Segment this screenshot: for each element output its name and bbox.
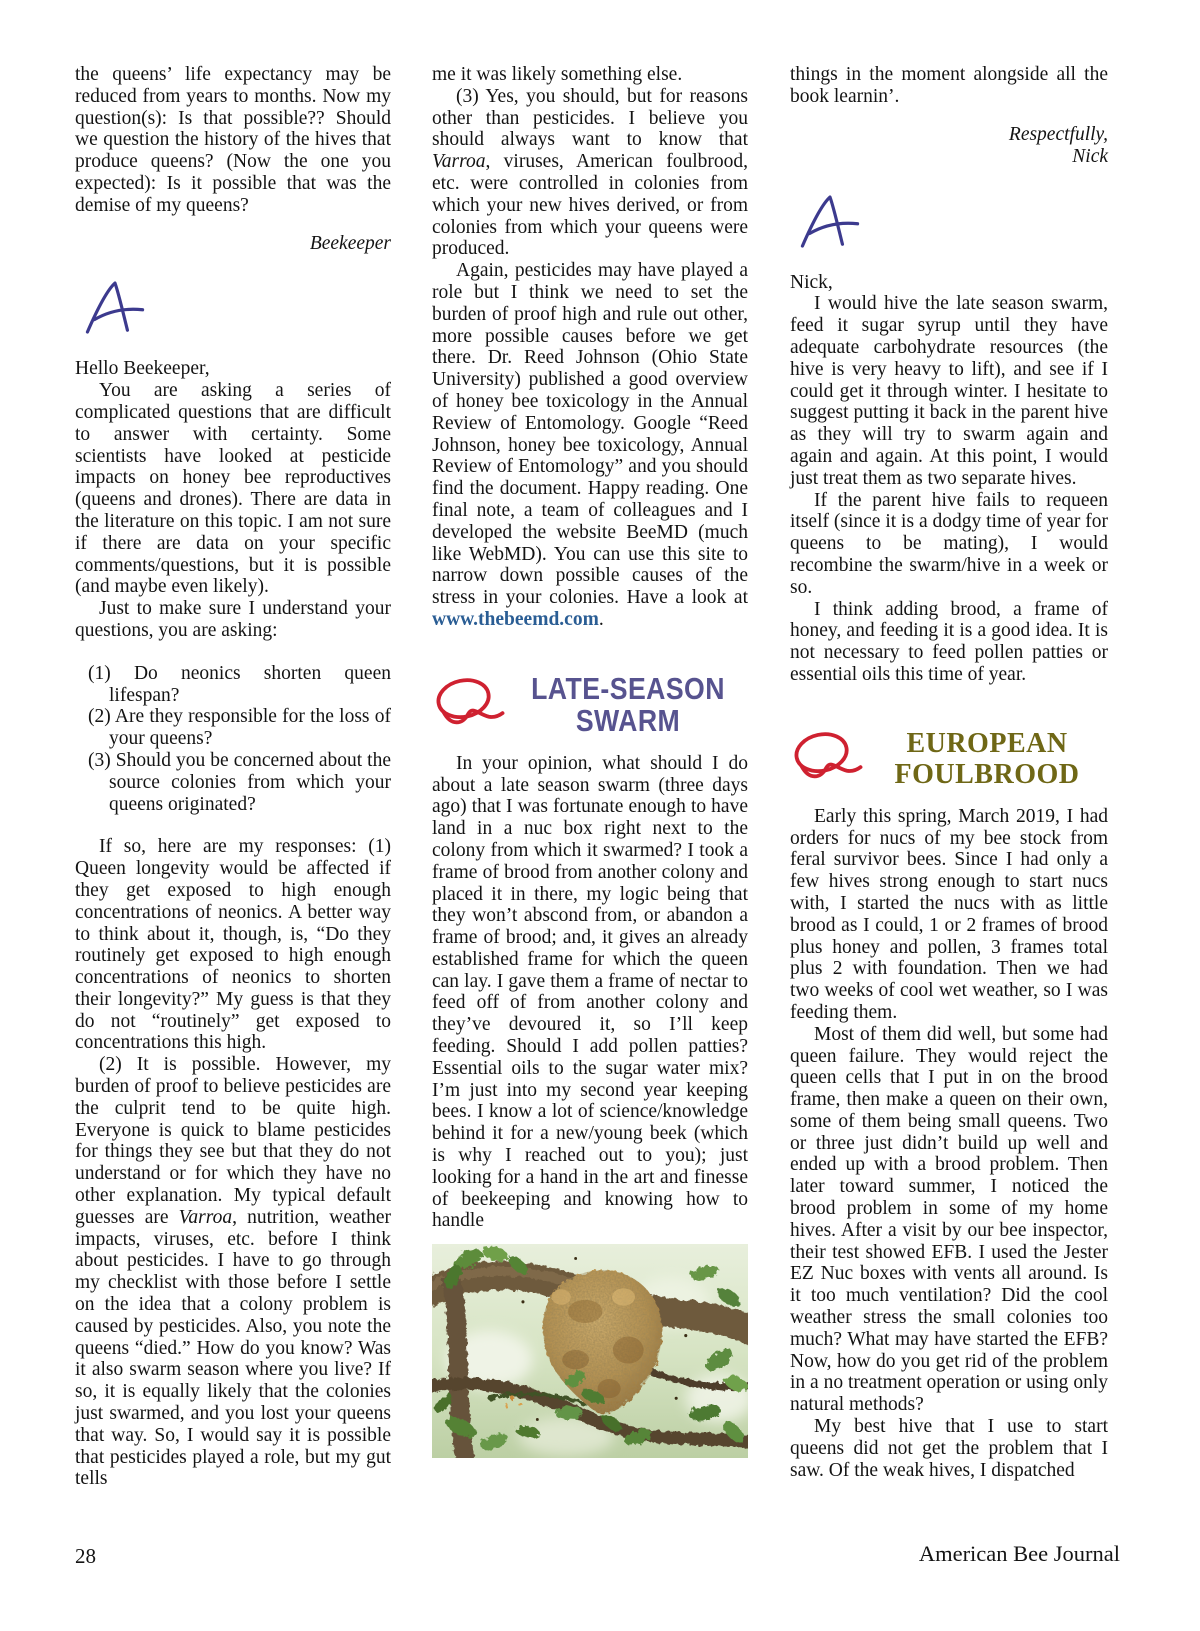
continued-paragraph: things in the moment alongside all the book learnin’. [790, 64, 1108, 107]
answer-a-stroke [87, 283, 142, 332]
greeting: Hello Beekeeper, [75, 358, 210, 380]
heading-line: LATE-SEASON [531, 670, 725, 706]
answer-a-stroke [802, 197, 857, 246]
beemd-link[interactable]: www.thebeemd.com [432, 608, 599, 630]
question-paragraph: My best hive that I use to start queens did not get the problem that I saw. Of the weak hives, I dispatched [790, 1416, 1108, 1481]
heading-line: FOULBROOD [894, 758, 1080, 790]
greeting: Nick, [790, 271, 833, 293]
column-3 [790, 64, 1108, 1481]
list-item: (3) Should you be concerned about the source colonies from which your queens originated? [88, 749, 391, 815]
question-paragraph: In your opinion, what should I do about a late season swarm (three days ago) that I was fortunate enough to have land in a nuc box right next to the colony from which it swarmed? I took a frame of brood from another colony and placed it in there, my logic being that they won’t abscond from, or abandon a frame of brood; and, it gives an already established frame for which the queen can lay. I gave them a frame of nectar to feed off of from another colony and they’ve devoured it, so I’ll keep feeding. Should I add pollen patties? Essential oils to the sugar water mix? I’m just into my second year keeping bees. I know a lot of science/knowledge behind it for a new/young beek (which is why I reached out to you); just looking for a hand in the art and finesse of beekeeping and knowing how to handle [432, 752, 748, 1232]
column-1 [75, 64, 391, 1490]
paragraph-text: . [598, 608, 604, 630]
page-number: 28 [75, 1544, 96, 1568]
journal-title: American Bee Journal [918, 1541, 1120, 1566]
question-paragraph: Most of them did well, but some had queen failure. They would reject the queen cells that I put in on the brood frame, then make a queen on their own, some of them being small queens. Two or three just didn’t build up well and ended up with a brood problem. Then later toward summer, I noticed the brood problem in some of my home hives. After a visit by our bee inspector, their test showed EFB. I used the Jester EZ Nuc boxes with vents all around. Is it too much ventilation? Did the cool weather stress the small colonies too much? What may have started the EFB? Now, how do you get rid of the problem in a no treatment operation or using only natural methods? [790, 1023, 1108, 1416]
list-item: (2) Are they responsible for the loss of your queens? [88, 706, 391, 750]
answer-paragraph [432, 260, 748, 631]
answer-paragraph: If so, here are my responses: (1) Queen longevity would be affected if they get exposed to high enough concentrations of neonics. A better way to think about it, though, is, “Do they routinely get exposed to high enough concentrations of neonics to shorten their longevity?” My guess is that they do not “routinely” get exposed to concentrations this high. [75, 836, 391, 1054]
answer-paragraph: I think adding brood, a frame of honey, and feeding it is a good idea. It is not necessary to feed pollen patties or essential oils this time of year. [790, 598, 1108, 685]
italic-term: Varroa [432, 151, 486, 173]
italic-term: Varroa [178, 1206, 233, 1228]
answer-a-icon [83, 278, 147, 338]
answer-paragraph: Just to make sure I understand your questions, you are asking: [75, 598, 391, 641]
letter-signature [790, 124, 1108, 168]
european-foulbrood-heading-block [790, 728, 1108, 790]
continued-paragraph: me it was likely something else. [432, 64, 683, 85]
heading-line: EUROPEAN [906, 727, 1068, 759]
question-q-icon [790, 730, 864, 788]
question-q-icon [432, 676, 506, 734]
paragraph-text: , viruses, American foulbrood, etc. were controlled in colonies from which your new hives derived, or from colonies from which your queens were produced. [432, 151, 748, 260]
letter-signature: Beekeeper [309, 232, 391, 254]
section-heading [866, 728, 1108, 790]
bee-swarm-photo [432, 1244, 748, 1458]
answer-paragraph: If the parent hive fails to requeen itself (since it is a dodgy time of year for queens to be mating), I would recombine the swarm/hive in a week or so. [790, 489, 1108, 598]
paragraph-text: Again, pesticides may have played a role but I think we need to set the burden of proof high and rule out other, more possible causes before we get there. Dr. Reed Johnson (Ohio State University) published a good overview of honey bee toxicology in the Annual Review of Entomology. Google “Reed Johnson, honey bee toxicology, Annual Review of Entomology” and you should find the document. Happy reading. One final note, a team of colleagues and I developed the website BeeMD (much like WebMD). You can use this site to narrow down possible causes of the stress in your colonies. Have a look at [432, 260, 748, 609]
continued-paragraph: the queens’ life expectancy may be reduced from years to months. Now my question(s): Is that possible?? Should we question the history of the hives that produce queens? (Now the one you expected): Is it possible that was the demise of my queens? [75, 64, 391, 216]
column-2 [432, 64, 748, 1458]
question-paragraph: Early this spring, March 2019, I had orders for nucs of my bee stock from feral survivor bees. Since I had only a few hives strong enough to start nucs with, I started the nucs with as little brood as I could, 1 or 2 frames of brood plus honey and pollen, 3 frames total plus 2 with foundation. Then we had two weeks of cool wet weather, so I was feeding them. [790, 805, 1108, 1023]
paragraph-text: (2) It is possible. However, my burden of proof to believe pesticides are the culprit tend to be quite high. Everyone is quick to blame pesticides for things they see but that they do not understand or for which they have no other explanation. My typical default guesses are [75, 1054, 391, 1228]
heading-line: SWARM [575, 702, 681, 738]
late-season-swarm-heading-block [432, 670, 748, 738]
answer-paragraph [75, 1054, 391, 1490]
answer-paragraph: You are asking a series of complicated questions that are difficult to answer with certainty. Some scientists have looked at pesticide impacts on honey bee reproductives (queens and drones). There are data in the literature on this topic. I am not sure if there are data on your specific comments/questions, but it is possible (and maybe even likely). [75, 380, 391, 598]
signature-line: Respectfully, [1008, 123, 1108, 145]
answer-paragraph: I would hive the late season swarm, feed it sugar syrup until they have adequate carbohydrate resources (the hive is very heavy to lift), and see if I could get it through winter. I hesitate to suggest putting it back in the parent hive as they will try to swarm again and again and again. At this point, I would just treat them as two separate hives. [790, 293, 1108, 489]
section-heading [508, 670, 748, 738]
answer-a-icon [798, 192, 862, 252]
paragraph-text: (3) Yes, you should, but for reasons other than pesticides. I believe you should always want to know that [432, 85, 748, 151]
signature-line: Nick [1072, 145, 1108, 167]
question-list [75, 663, 391, 816]
list-item: (1) Do neonics shorten queen lifespan? [88, 662, 391, 706]
answer-paragraph [432, 86, 748, 260]
paragraph-text: , nutrition, weather impacts, viruses, etc. before I think about pesticides. I have to go through my checklist with those before I settle on the idea that a colony problem is caused by pesticides. Also, you note the queens “died.” How do you know? Was it also swarm season where you live? If so, it is equally likely that the colonies just swarmed, and you lost your queens that way. So, I would say it is possible that pesticides played a role, but my gut tells [75, 1206, 391, 1490]
